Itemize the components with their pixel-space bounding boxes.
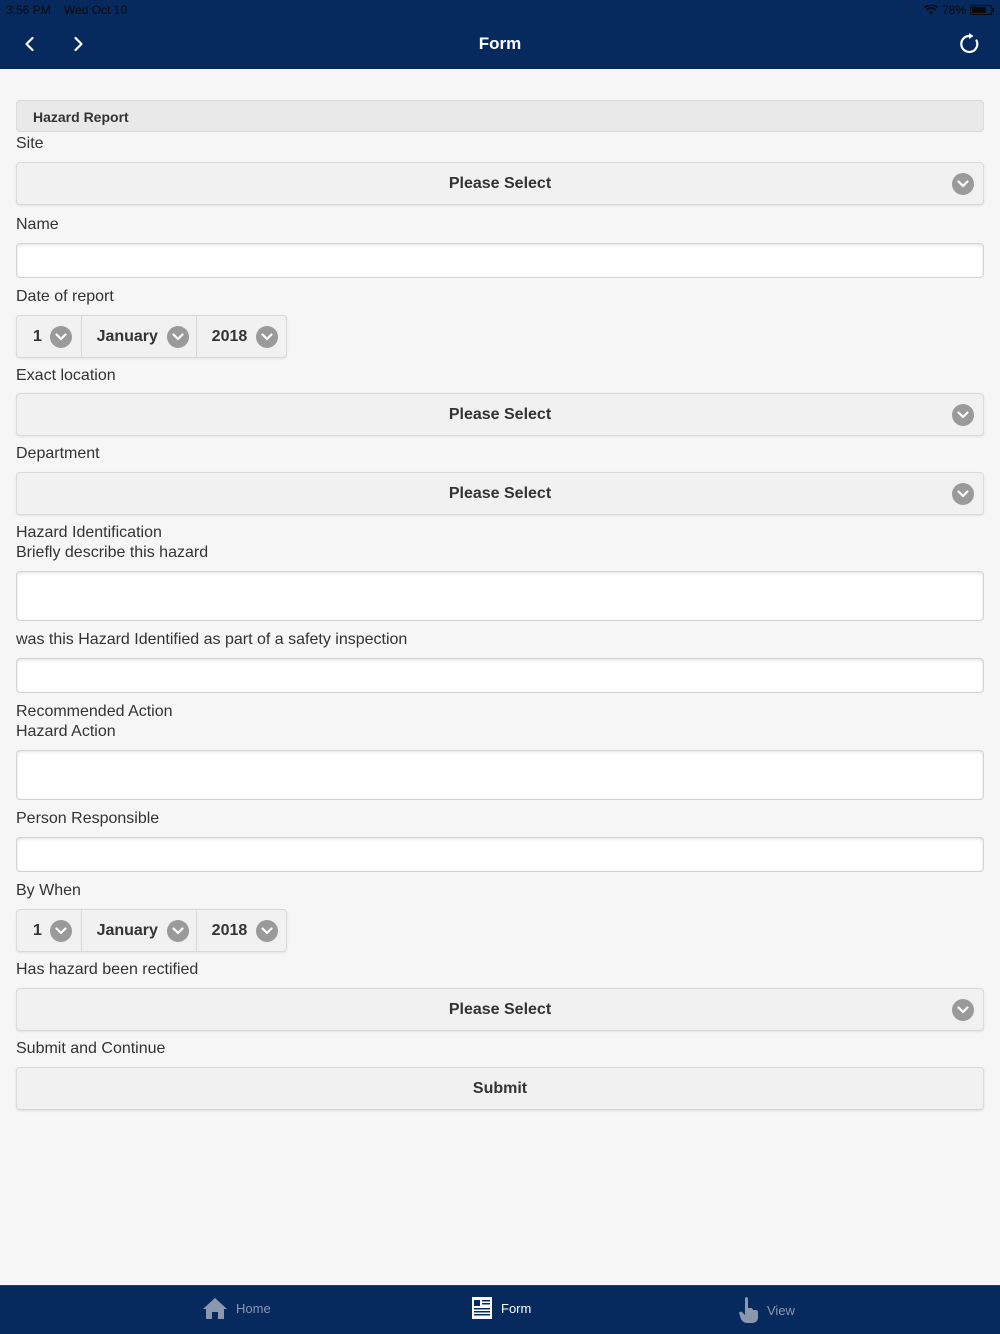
date-of-report-day-select[interactable] [17,316,82,357]
section-header: Hazard Report [16,100,984,132]
refresh-icon [959,33,981,55]
date-of-report-label: Date of report [16,288,114,305]
chevron-down-icon [50,920,72,942]
by-when-label: By When [16,882,81,899]
hazard-description-label: Briefly describe this hazard [16,544,209,561]
tab-form[interactable] [471,1296,531,1320]
status-bar [0,0,1000,20]
chevron-down-icon [952,999,974,1021]
date-of-report-month-select[interactable] [82,316,197,357]
by-when-day-select[interactable] [17,910,82,951]
safety-inspection-label: was this Hazard Identified as part of a safety inspection [16,631,408,648]
person-responsible-label: Person Responsible [16,810,160,827]
name-label: Name [16,216,59,233]
by-when-year-select[interactable] [197,910,286,951]
hazard-identification-heading: Hazard Identification [16,524,162,541]
chevron-down-icon [167,326,189,348]
battery-icon [970,5,992,15]
site-label: Site [16,135,44,152]
date-of-report-picker [16,315,287,358]
day-value: 1 [33,327,42,345]
chevron-down-icon [952,404,974,426]
tab-form-label: Form [501,1300,532,1316]
rectified-label: Has hazard been rectified [16,961,199,978]
department-value: Please Select [448,484,552,502]
month-value: January [96,921,158,939]
department-select[interactable] [16,472,984,515]
tab-home[interactable] [202,1296,271,1320]
year-value: 2018 [211,921,248,939]
exact-location-label: Exact location [16,367,116,384]
tab-view[interactable] [737,1296,795,1324]
department-label: Department [16,445,100,462]
home-icon [202,1296,228,1320]
refresh-button[interactable] [958,32,982,56]
month-value: January [96,327,158,345]
hazard-action-label: Hazard Action [16,723,116,740]
hazard-report-form [16,100,984,1110]
rectified-value: Please Select [448,1000,552,1018]
hazard-description-field[interactable] [16,571,984,621]
chevron-down-icon [167,920,189,942]
status-right [902,3,992,17]
name-field[interactable] [16,243,984,278]
exact-location-value: Please Select [448,405,552,423]
recommended-action-heading: Recommended Action [16,703,173,720]
chevron-down-icon [50,326,72,348]
chevron-down-icon [256,920,278,942]
tab-view-label: View [767,1302,795,1318]
exact-location-select[interactable] [16,393,984,436]
rectified-select[interactable] [16,988,984,1031]
wifi-icon [924,5,938,15]
chevron-down-icon [256,326,278,348]
signal-icon: ····· [901,5,920,15]
chevron-down-icon [952,483,974,505]
site-select[interactable] [16,162,984,205]
site-select-value: Please Select [448,174,552,192]
person-responsible-field[interactable] [16,837,984,872]
year-value: 2018 [211,327,248,345]
page-title: Form [478,34,522,53]
date-of-report-year-select[interactable] [197,316,286,357]
status-time: 3:56 PM [6,3,51,17]
status-date: Wed Oct 10 [64,3,128,17]
top-bar [0,0,1000,69]
battery-percent: 78% [941,3,966,17]
pointer-hand-icon [737,1296,759,1324]
by-when-month-select[interactable] [82,910,197,951]
submit-section-label: Submit and Continue [16,1040,166,1057]
bottom-tab-bar [0,1285,1000,1334]
form-icon [471,1296,493,1320]
chevron-down-icon [952,173,974,195]
safety-inspection-field[interactable] [16,658,984,693]
submit-button[interactable]: Submit [16,1067,984,1110]
day-value: 1 [33,921,42,939]
tab-home-label: Home [236,1300,271,1316]
hazard-action-field[interactable] [16,750,984,800]
by-when-picker [16,909,287,952]
